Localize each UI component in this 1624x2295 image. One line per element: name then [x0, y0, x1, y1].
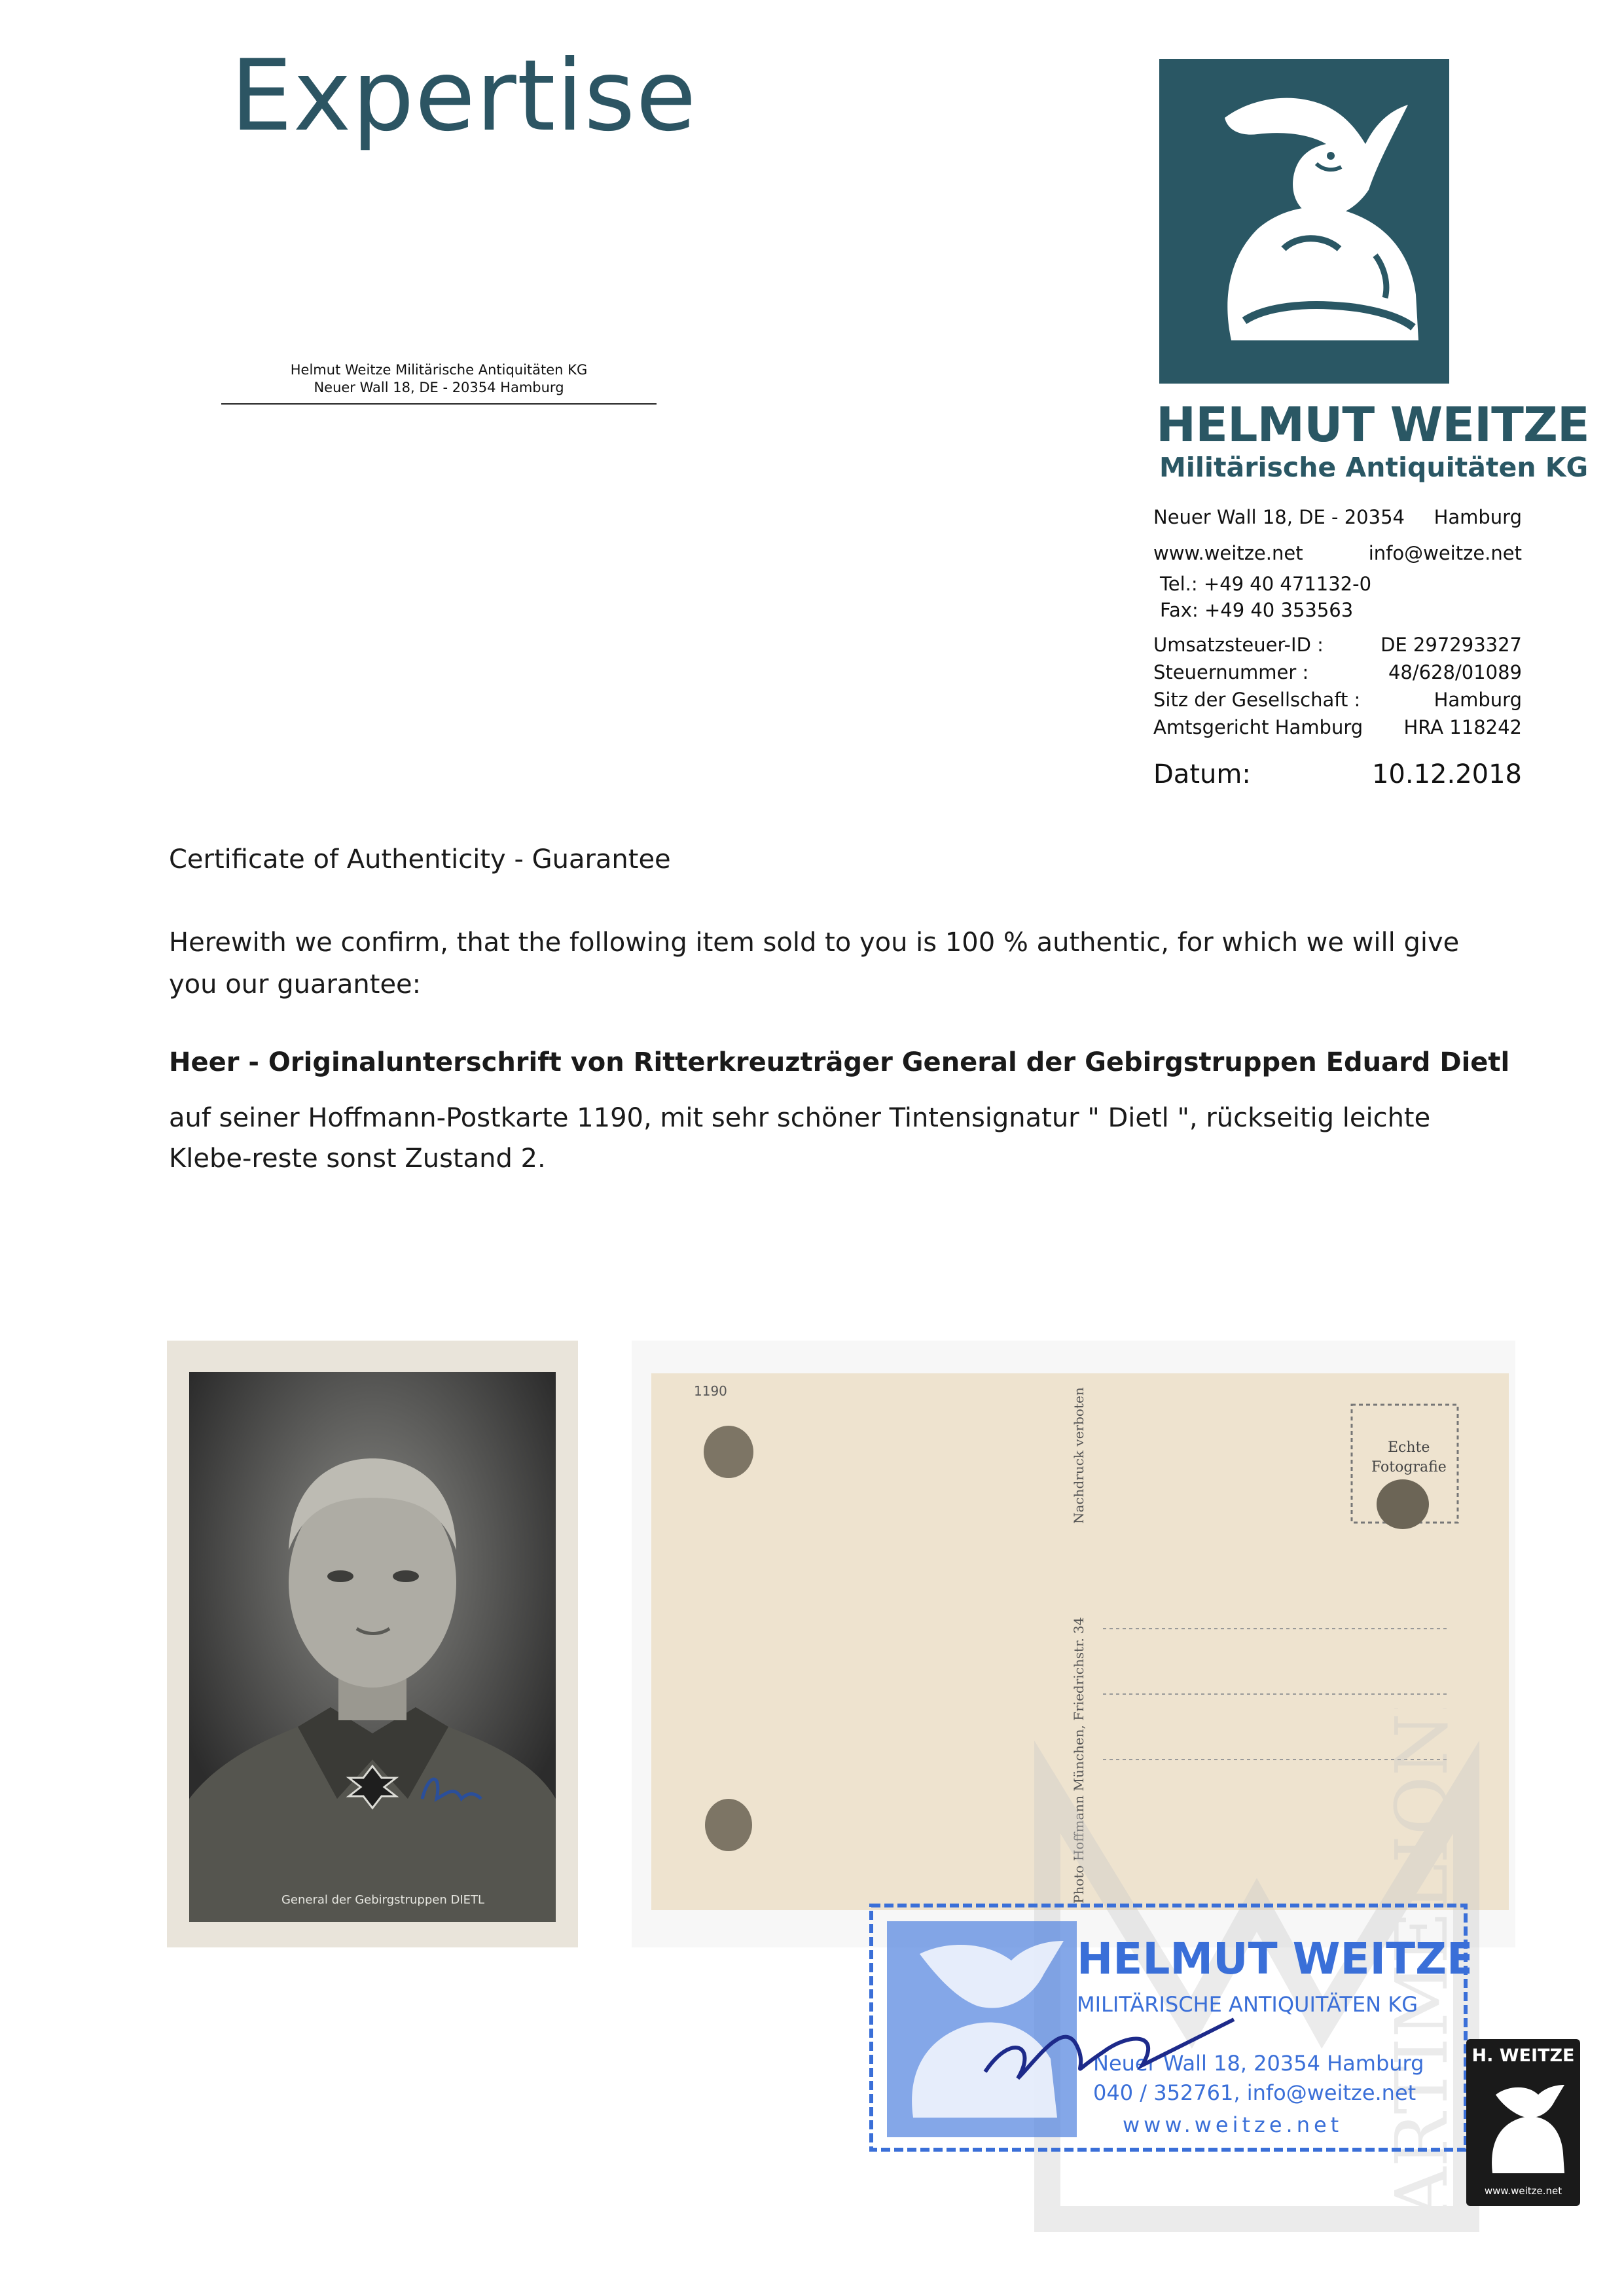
ust-value: DE 297293327	[1380, 634, 1522, 656]
item-description: auf seiner Hoffmann-Postkarte 1190, mit sehr schöner Tintensignatur " Dietl ", rückseitig leichte Klebe-reste sonst Zustand 2.	[169, 1103, 1431, 1174]
page-title: Expertise	[230, 39, 697, 153]
portrait-image	[167, 1341, 578, 1947]
contact-email[interactable]: info@weitze.net	[1368, 542, 1522, 564]
postcard-front-photo	[167, 1341, 578, 1947]
stamp-address: Neuer Wall 18, 20354 Hamburg	[1093, 2051, 1424, 2076]
stamp-sub: MILITÄRISCHE ANTIQUITÄTEN KG	[1077, 1992, 1418, 2017]
stamp-name: HELMUT WEITZE	[1077, 1934, 1470, 1984]
contact-stnr-row	[1153, 661, 1522, 683]
contact-ust-row	[1153, 634, 1522, 656]
postcard-vertical-bottom: Photo Hoffmann München, Friedrichstr. 34	[1071, 1617, 1087, 1904]
badge-url[interactable]: www.weitze.net	[1484, 2185, 1562, 2197]
portrait-caption: General der Gebirgstruppen DIETL	[281, 1893, 485, 1907]
badge-title: H. WEITZE	[1471, 2046, 1575, 2066]
contact-tel: Tel.: +49 40 471132-0	[1160, 573, 1372, 595]
postcard-vertical-top: Nachdruck verboten	[1071, 1387, 1087, 1524]
stamp-graphic	[867, 1902, 1470, 2154]
contact-city: Hamburg	[1434, 506, 1522, 528]
watermark-text: ARTIMELIONIA	[1380, 1708, 1464, 2219]
ag-label: Amtsgericht Hamburg	[1153, 716, 1363, 738]
helmet-eagle-icon	[1159, 59, 1449, 384]
ag-value: HRA 118242	[1403, 716, 1522, 738]
stamp-box-line1: Echte	[1388, 1439, 1430, 1456]
intro-text: Herewith we confirm, that the following item sold to you is 100 % authentic, for which we will give you our guarantee:	[169, 928, 1460, 1000]
company-stamp	[867, 1902, 1470, 2154]
contact-sitz-row	[1153, 689, 1522, 711]
datum-row	[1153, 759, 1522, 789]
company-subtitle: Militärische Antiquitäten KG	[1159, 452, 1589, 483]
sender-line-1: Helmut Weitze Militärische Antiquitäten KG	[290, 362, 588, 378]
sender-address	[221, 361, 657, 405]
contact-tel-row	[1160, 573, 1528, 595]
postcard-number: 1190	[694, 1383, 727, 1399]
sitz-label: Sitz der Gesellschaft :	[1153, 689, 1361, 711]
weitze-badge	[1466, 2039, 1580, 2206]
certificate-title: Certificate of Authenticity - Guarantee	[169, 844, 671, 875]
stnr-value: 48/628/01089	[1388, 661, 1522, 683]
stnr-label: Steuernummer :	[1153, 661, 1309, 683]
badge-helmet-icon	[1466, 2039, 1580, 2206]
contact-fax: Fax: +49 40 353563	[1160, 599, 1354, 621]
item-title: Heer - Originalunterschrift von Ritterkreuzträger General der Gebirgstruppen Eduard Dietl	[169, 1047, 1510, 1077]
contact-web[interactable]: www.weitze.net	[1153, 542, 1303, 564]
company-logo	[1159, 59, 1449, 384]
sender-line-2: Neuer Wall 18, DE - 20354 Hamburg	[314, 380, 564, 395]
datum-value: 10.12.2018	[1371, 759, 1522, 789]
contact-ag-row	[1153, 716, 1522, 738]
contact-web-row	[1153, 542, 1522, 564]
ust-label: Umsatzsteuer-ID :	[1153, 634, 1324, 656]
contact-address: Neuer Wall 18, DE - 20354	[1153, 506, 1405, 528]
stamp-web: www.weitze.net	[1123, 2112, 1343, 2137]
contact-address-row	[1153, 506, 1522, 528]
contact-fax-row	[1160, 599, 1528, 621]
company-name: HELMUT WEITZE	[1156, 397, 1589, 453]
sitz-value: Hamburg	[1434, 689, 1522, 711]
stamp-box-line2: Fotografie	[1371, 1459, 1447, 1475]
datum-label: Datum:	[1153, 759, 1251, 789]
stamp-phone: 040 / 352761, info@weitze.net	[1093, 2080, 1416, 2105]
